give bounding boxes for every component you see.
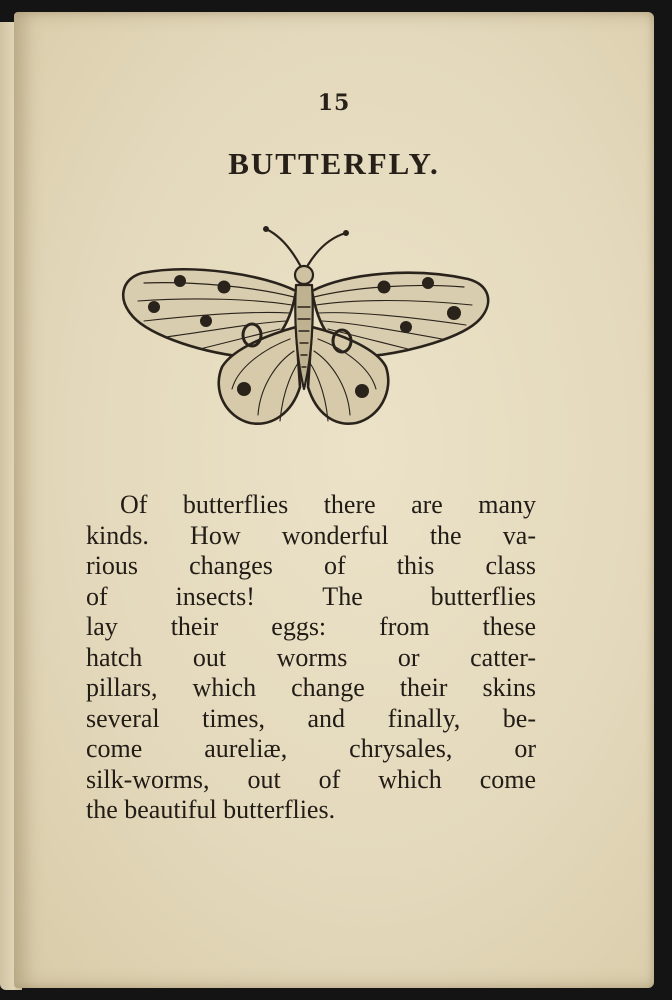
text-line: rious changes of this class — [86, 551, 536, 580]
book-page — [14, 12, 654, 988]
text-line: come aureliæ, chrysales, or — [86, 734, 536, 763]
text-line: pillars, which change their skins — [86, 673, 536, 702]
text-line: kinds. How wonderful the va- — [86, 520, 536, 550]
text-line: of insects! The butterflies — [86, 581, 536, 611]
text-line: the beautiful butterflies. — [86, 795, 336, 824]
text-line: several times, and finally, be- — [86, 703, 536, 733]
page-number: 15 — [317, 90, 351, 116]
butterfly-woodcut-icon — [114, 217, 494, 437]
text-line: hatch out worms or catter- — [86, 642, 536, 672]
page-title: BUTTERFLY. — [228, 146, 440, 181]
body-paragraph — [86, 490, 536, 826]
text-line: Of butterflies there are many — [120, 490, 536, 519]
text-line: silk-worms, out of which come — [86, 764, 536, 794]
text-line: lay their eggs: from these — [86, 612, 536, 641]
